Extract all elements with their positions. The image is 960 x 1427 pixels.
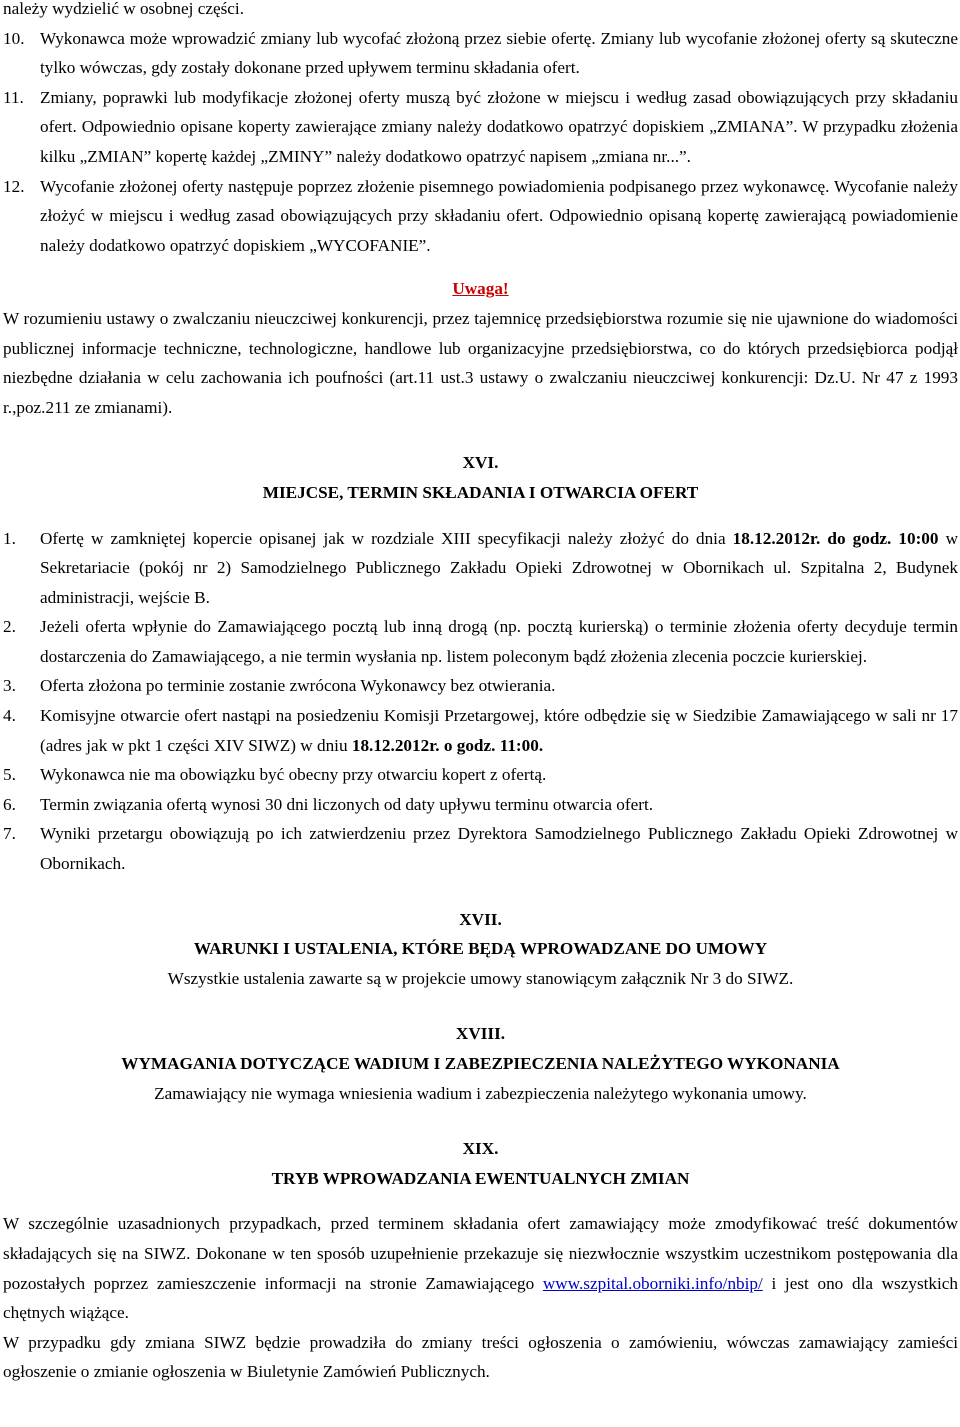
item-number: 7. [3,824,16,844]
item-number: 2. [3,617,16,637]
item-text: Jeżeli oferta wpłynie do Zamawiającego pocztą lub inną drogą (np. pocztą kurierską) o terminie złożenia oferty decyduje termin dostarczenia do Zamawiającego, a nie termin wysłania np. listem poleconym bądź złożenia zlecenia poczcie kurierskiej. [40,617,958,666]
item-number: 10. [3,28,25,48]
item-text-part: Ofertę w zamkniętej kopercie opisanej jak w rozdziale XIII specyfikacji należy złożyć do dnia [40,528,733,548]
item-number: 5. [3,765,16,785]
opening-date: 18.12.2012r. o godz. 11:00. [351,735,544,755]
xvi-item-1 [3,524,958,613]
item-number: 11. [3,87,24,107]
xvi-item-5 [3,760,958,790]
section-xviii-title: WYMAGANIA DOTYCZĄCE WADIUM I ZABEZPIECZENIA NALEŻYTEGO WYKONANIA [121,1054,840,1073]
item-text: Wykonawca może wprowadzić zmiany lub wycofać złożoną przez siebie ofertę. Zmiany lub wycofanie złożonej oferty są skuteczne tylko wówczas, gdy zostały dokonane przed upływem terminu składania ofert. [40,28,958,78]
offer-item-12 [3,172,958,261]
section-xvi-number: XVI. [462,453,499,473]
xvi-item-2 [3,612,958,671]
section-xviii-text: Zamawiający nie wymaga wniesienia wadium i zabezpieczenia należytego wykonania umowy. [154,1083,807,1103]
item-number: 3. [3,676,16,696]
offer-item-11 [3,83,958,172]
item-text: Wycofanie złożonej oferty następuje poprzez złożenie pisemnego powiadomienia podpisanego przez wykonawcę. Wycofanie należy złożyć w miejscu i według zasad obowiązujących przy składaniu ofert. Odpowiednio opisaną kopertę zawierającą powiadomienie należy dodatkowo opatrzyć dopiskiem „WYCOFANIE”. [40,176,958,255]
offer-item-10 [3,24,958,83]
item-text: Wykonawca nie ma obowiązku być obecny przy otwarciu kopert z ofertą. [40,765,547,785]
xvi-item-4 [3,701,958,760]
section-xvii-text: Wszystkie ustalenia zawarte są w projekcie umowy stanowiącym załącznik Nr 3 do SIWZ. [167,968,794,988]
section-xix-number: XIX. [462,1139,499,1159]
continuation-text: należy wydzielić w osobnej części. [3,0,245,18]
item-text-part: w Sekretariacie (pokój nr 2) Samodzielnego Publicznego Zakładu Opieki Zdrowotnej w Obornikach ul. Szpitalna 2, Budynek administracji, wejście B. [40,528,958,607]
item-text-part: Komisyjne otwarcie ofert nastąpi na posiedzeniu Komisji Przetargowej, które odbędzie się w Siedzibie Zamawiającego w sali nr 17 (adres jak w pkt 1 części XIV SIWZ) w dniu [40,706,958,755]
warning-text: W rozumieniu ustawy o zwalczaniu nieuczciwej konkurencji, przez tajemnicę przedsiębiorstwa rozumie się nie ujawnione do wiadomości publicznej informacje techniczne, technologiczne, handlowe lub organizacyjne przedsiębiorstwa, co do których przedsiębiorca podjął niezbędne działania w celu zachowania ich poufności (art.11 ust.3 ustawy o zwalczaniu nieuczciwej konkurencji: Dz.U. Nr 47 z 1993 r.,poz.211 ze zmianami). [3,308,958,417]
item-text [40,701,958,760]
item-text: Oferta złożona po terminie zostanie zwrócona Wykonawcy bez otwierania. [40,676,556,696]
section-xvii-title: WARUNKI I USTALENIA, KTÓRE BĘDĄ WPROWADZANE DO UMOWY [193,939,768,959]
section-xvii-number: XVII. [459,909,502,929]
item-number: 6. [3,794,16,814]
paragraph-text: W szczególnie uzasadnionych przypadkach, przed terminem składania ofert zamawiający może zmodyfikować treść dokumentów składających się na SIWZ. Dokonane w ten sposób uzupełnienie przekazuje się niezwłocznie wszystkim uczestnikom postępowania dla pozostałych poprzez zamieszczenie informacji na stronie Zamawiającego [3,1214,958,1293]
warning-title: Uwaga! [452,279,509,299]
document-page [3,0,958,1387]
item-text: Termin związania ofertą wynosi 30 dni liczonych od daty upływu terminu otwarcia ofert. [40,794,654,814]
section-xviii-number: XVIII. [455,1024,506,1044]
section-xix-paragraph-2: W przypadku gdy zmiana SIWZ będzie prowadziła do zmiany treści ogłoszenia o zamówieniu, wówczas zamawiający zamieści ogłoszenie o zmianie ogłoszenia w Biuletynie Zamówień Publicznych. [3,1332,958,1382]
paragraph-text: i jest ono dla wszystkich chętnych wiążące. [3,1273,959,1323]
bip-link[interactable]: www.szpital.oborniki.info/nbip/ [542,1273,763,1293]
xvi-item-7 [3,819,958,878]
xvi-item-6 [3,790,958,820]
section-xvi-title: MIEJCSE, TERMIN SKŁADANIA I OTWARCIA OFERT [262,482,699,502]
deadline-date: 18.12.2012r. do godz. 10:00 [732,528,939,548]
xvi-item-3 [3,671,958,701]
item-text: Zmiany, poprawki lub modyfikacje złożonej oferty muszą być złożone w miejscu i według zasad obowiązujących przy składaniu ofert. Odpowiednio opisane koperty zawierające zmiany należy dodatkowo opatrzyć dopiskiem „ZMIANA”. W przypadku złożenia kilku „ZMIAN” kopertę każdej „ZMINY” należy dodatkowo opatrzyć napisem „zmiana nr...”. [40,87,958,166]
item-text [40,524,958,613]
item-number: 12. [3,176,25,196]
item-number: 1. [3,528,16,548]
item-text: Wyniki przetargu obowiązują po ich zatwierdzeniu przez Dyrektora Samodzielnego Publicznego Zakładu Opieki Zdrowotnej w Obornikach. [40,824,958,874]
section-xix-paragraph-1 [3,1209,958,1327]
section-xix-title: TRYB WPROWADZANIA EWENTUALNYCH ZMIAN [271,1168,690,1188]
item-number: 4. [3,706,16,726]
